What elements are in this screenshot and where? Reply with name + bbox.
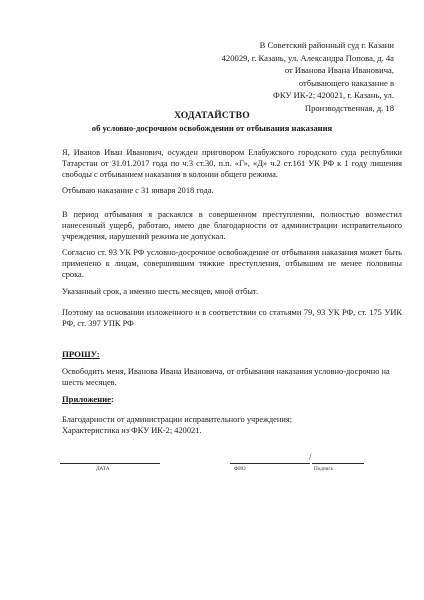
addressee-line: 420029, г. Казань, ул. Александра Попова, д. 4а <box>221 52 394 63</box>
sign-signature-line <box>312 463 364 464</box>
appendix-item-2: Характеристика из ФКУ ИК-2; 420021. <box>62 426 202 435</box>
appendix-heading: Приложение <box>62 394 111 404</box>
appendix-heading-row <box>62 394 114 404</box>
sign-label: Подпись <box>314 466 334 472</box>
body-paragraph-3: В период отбывания я раскаялся в совершенном преступлении, полностью возместил нанесенный ущерб, работаю, имею две благодарности от администрации исправительного учреждения, нарушений режима не допускал. <box>62 210 402 241</box>
addressee-line: ФКУ ИК-2; 420021, г. Казань, ул. <box>273 90 394 101</box>
request-text: Освободить меня, Иванова Ивана Ивановича, от отбывания наказания условно-досрочно на шесть месяцев. <box>62 367 390 387</box>
body-paragraph-4: Согласно ст. 93 УК РФ условно-досрочное освобождение от отбывания наказания может быть применено к лицам, совершившим тяжкие преступления, отбывшим не менее половины срока. <box>62 248 402 279</box>
addressee-line: Производственная, д. 18 <box>304 102 394 113</box>
request-heading: ПРОШУ: <box>62 349 100 359</box>
document-title: ХОДАТАЙСТВО <box>174 110 250 121</box>
document-subtitle: об условно-досрочном освобождении от отбывания наказания <box>91 123 333 133</box>
body-paragraph-5: Указанный срок, а именно шесть месяцев, мной отбыт. <box>62 287 259 296</box>
addressee-line: отбывающего наказание в <box>298 77 394 88</box>
date-signature-line <box>60 463 160 464</box>
name-signature-line <box>230 463 310 464</box>
addressee-line: от Иванова Ивана Ивановича, <box>284 65 394 76</box>
date-label: ДАТА <box>96 466 110 472</box>
appendix-colon: : <box>110 394 114 404</box>
body-paragraph-1: Я, Иванов Иван Иванович, осужден приговором Елабужского городского суда республики Татарстан от 31.01.2017 года по ч.3 ст.30, п.п. «Г», «Д» ч.2 ст.161 УК РФ к 1 году лишения свободы с отбыванием наказания в колонии общего режима. <box>62 148 402 179</box>
body-paragraph-6: Поэтому на основании изложенного и в соответствии со статьями 79, 93 УК РФ, ст. 175 УИК РФ, ст. 397 УПК РФ <box>62 308 402 328</box>
addressee-block <box>222 39 394 115</box>
body-paragraph-2: Отбываю наказание с 31 января 2018 года. <box>62 186 214 195</box>
name-label: ФИО <box>234 466 246 472</box>
signature-slash: / <box>309 452 312 462</box>
appendix-item-1: Благодарности от администрации исправительного учреждения; <box>62 415 293 424</box>
addressee-line: В Советский районный суд г. Казани <box>259 40 394 50</box>
